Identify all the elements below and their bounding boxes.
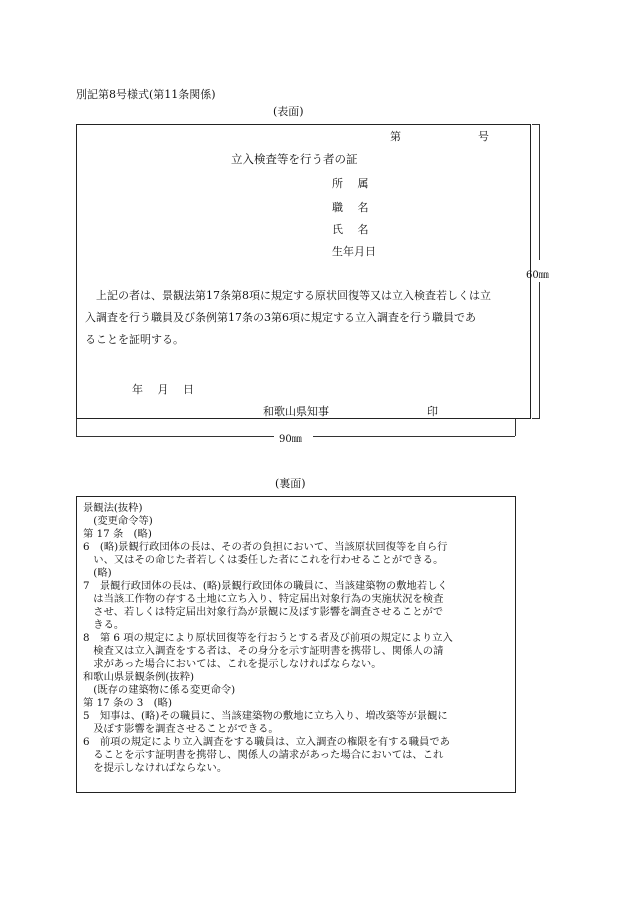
excerpt-line: 検査又は立入調査をする者は、その身分を示す証明書を携帯し、関係人の請	[83, 645, 444, 657]
legal-excerpts	[83, 502, 513, 775]
excerpt-line: 和歌山県景観条例(抜粋)	[83, 671, 195, 683]
width-dimension-right-tick	[515, 419, 516, 436]
field-job-title: 職 名	[332, 201, 369, 214]
excerpt-line: (略)	[83, 567, 112, 579]
seal-mark: 印	[427, 405, 438, 418]
id-card-back	[76, 496, 516, 793]
excerpt-line: 8 第 6 項の規定により原状回復等を行おうとする者及び前項の規定により立入	[83, 632, 453, 644]
excerpt-line: を提示しなければならない。	[83, 762, 228, 774]
excerpt-line: は当該工作物の存する土地に立ち入り、特定届出対象行為の実施状況を検査	[83, 593, 444, 605]
field-affiliation: 所 属	[332, 177, 369, 190]
card-number-prefix: 第	[390, 130, 401, 143]
paragraph-line: 上記の者は、景観法第17条第8項に規定する原状回復等又は立入検査若しくは立	[96, 289, 491, 302]
width-dimension-line	[76, 436, 274, 437]
excerpt-line: きる。	[83, 619, 125, 631]
height-dimension-label: 60㎜	[526, 270, 549, 281]
width-dimension-line-right	[313, 436, 515, 437]
issuer-name: 和歌山県知事	[263, 405, 329, 418]
excerpt-line: 第 17 条の 3 (略)	[83, 697, 172, 709]
height-dimension-line	[539, 124, 540, 260]
width-dimension-left-tick	[76, 419, 77, 436]
excerpt-line: (既存の建築物に係る変更命令)	[83, 684, 236, 696]
back-side-label: (裏面)	[275, 477, 306, 490]
excerpt-line: (変更命令等)	[83, 515, 153, 527]
field-birthdate: 生年月日	[332, 245, 376, 258]
excerpt-line: 6 前項の規定により立入調査をする職員は、立入調査の権限を有する職員であ	[83, 736, 450, 748]
excerpt-line: させ、若しくは特定届出対象行為が景観に及ぼす影響を調査させることがで	[83, 606, 444, 618]
width-dimension-label: 90㎜	[279, 434, 302, 445]
paragraph-line: 入調査を行う職員及び条例第17条の3第6項に規定する立入調査を行う職員であ	[85, 311, 476, 324]
paragraph-line: ることを証明する。	[85, 333, 184, 346]
id-card-front	[76, 124, 531, 419]
excerpt-line: ることを示す証明書を携帯し、関係人の請求があった場合においては、これ	[83, 749, 444, 761]
form-heading: 別記第8号様式(第11条関係)	[76, 88, 216, 101]
card-title: 立入検査等を行う者の証	[231, 152, 358, 166]
excerpt-line: 景観法(抜粋)	[83, 502, 143, 514]
certification-paragraph	[85, 285, 525, 351]
excerpt-line: 第 17 条 (略)	[83, 528, 152, 540]
field-name: 氏 名	[332, 223, 369, 236]
front-side-label: (表面)	[273, 105, 304, 118]
excerpt-line: い、又はその命じた者若しくは委任した者にこれを行わせることができる。	[83, 554, 444, 566]
excerpt-line: 6 (略)景観行政団体の長は、その者の負担において、当該原状回復等を自ら行	[83, 541, 448, 553]
excerpt-line: 7 景観行政団体の長は、(略)景観行政団体の職員に、当該建築物の敷地若しく	[83, 580, 448, 592]
card-number-suffix: 号	[478, 130, 489, 143]
height-dimension-line-lower	[539, 282, 540, 419]
excerpt-line: 5 知事は、(略)その職員に、当該建築物の敷地に立ち入り、増改築等が景観に	[83, 710, 448, 722]
height-dimension-bottom-tick	[532, 418, 540, 419]
excerpt-line: 及ぼす影響を調査させることができる。	[83, 723, 279, 735]
excerpt-line: 求があった場合においては、これを提示しなければならない。	[83, 658, 382, 670]
issue-date: 年 月 日	[132, 383, 194, 396]
